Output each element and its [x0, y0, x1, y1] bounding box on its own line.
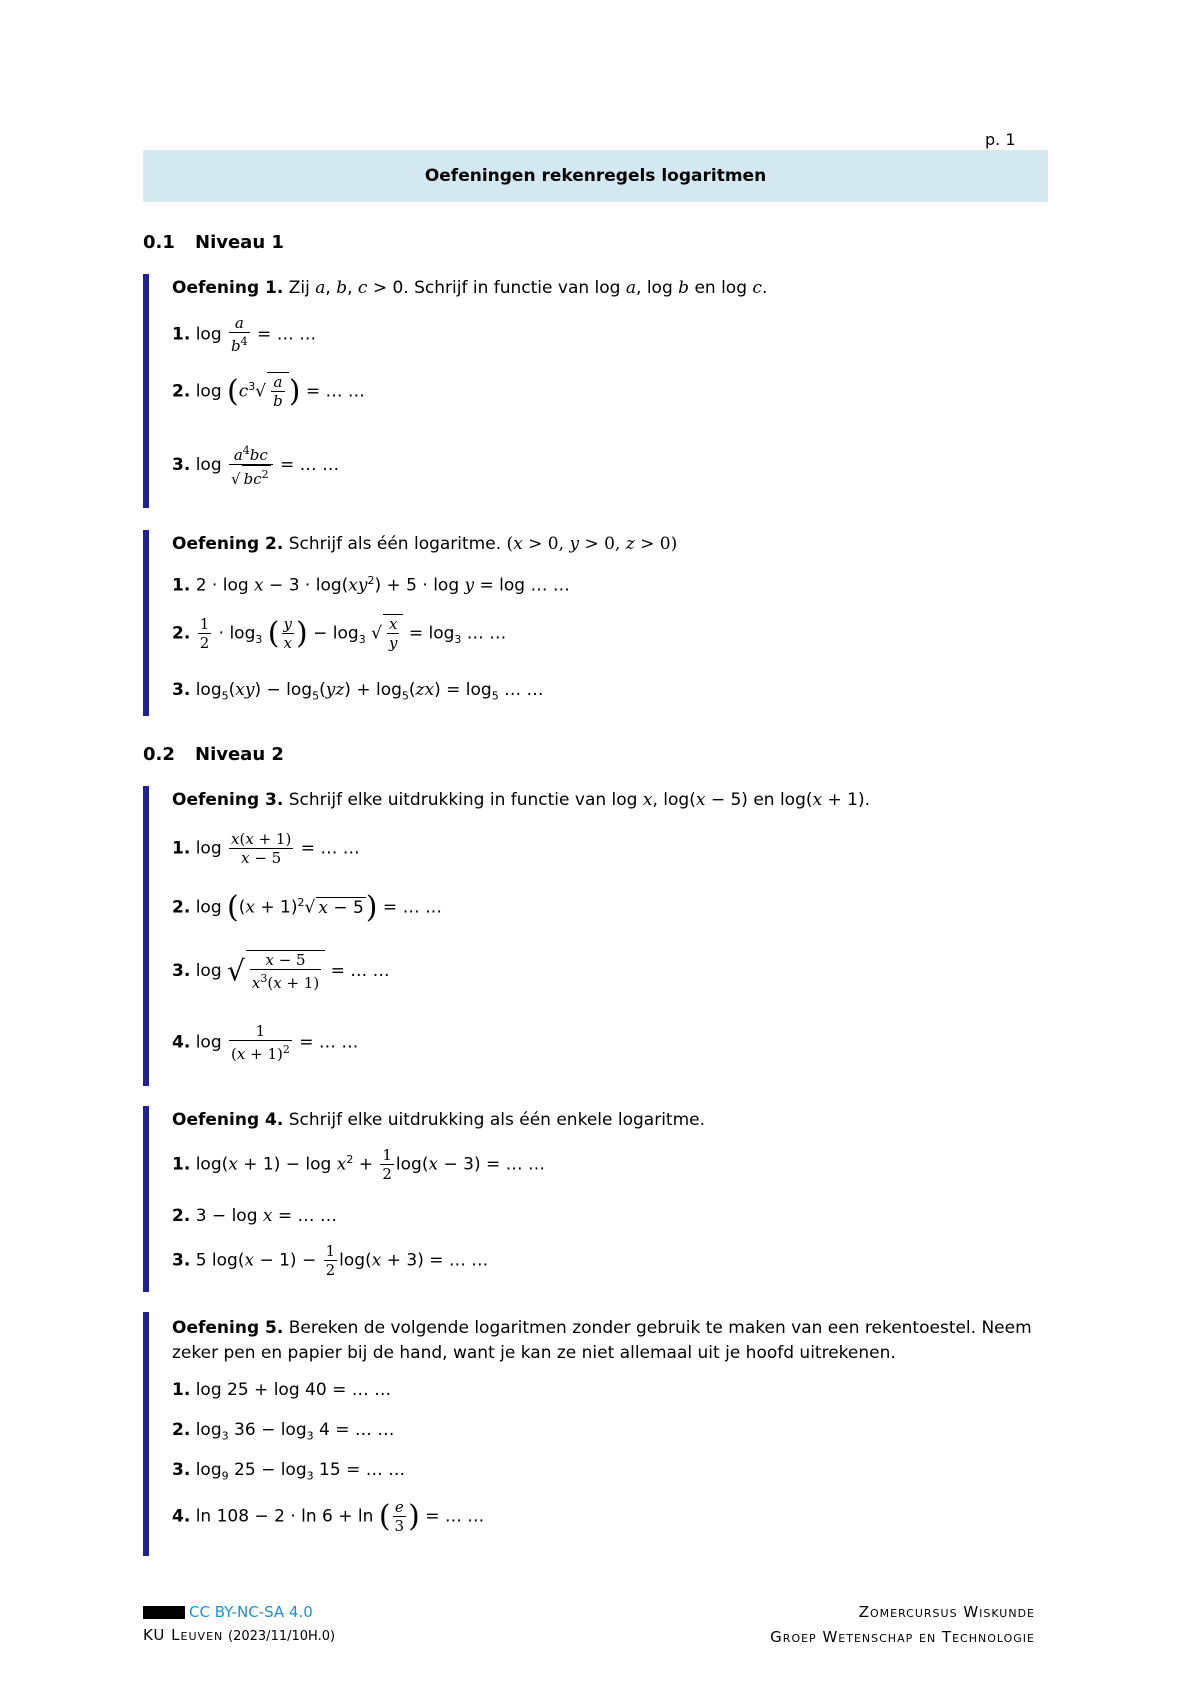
exercise-2-statement: Oefening 2. Schrijf als één logaritme. (x > 0, y > 0, z > 0): [172, 534, 678, 554]
exercise-item: 3. $\log_9 25 - \log_3 15$ = … …: [172, 1460, 406, 1483]
exercise-item: 3. 5 log(x − 1) − $\frac{1}{2}$ log(x + 3) = … …: [172, 1242, 489, 1279]
version: (2023/11/10H.0): [228, 1629, 336, 1644]
exercise-item: 1. log $\frac{x(x + 1)}{x - 5}$ = … …: [172, 830, 360, 867]
title-bar: [143, 150, 1048, 202]
institution: KU Leuven: [143, 1626, 224, 1644]
group-name: Groep Wetenschap en Technologie: [770, 1628, 1035, 1646]
exercise-1-statement: Oefening 1. Zij a, b, c > 0. Schrijf in functie van log a, log b en log c.: [172, 278, 768, 298]
exercise-label: Oefening 1.: [172, 278, 284, 298]
exercise-3-statement: Oefening 3. Schrijf elke uitdrukking in functie van log x, log(x − 5) en log(x + 1).: [172, 790, 871, 810]
exercise-item: 1. $\log(x + 1) - \log x^2$ + $\frac{1}{2}$ log(x − 3) = … …: [172, 1146, 546, 1183]
exercise-item: 3. log $\frac{a^4bc}{√ bc^2}$ = … …: [172, 444, 340, 488]
exercise-5-statement: Oefening 5. Bereken de volgende logaritmen zonder gebruik te maken van een rekentoestel. Neem zeker pen en papier bij de hand, want je kan ze niet allemaal uit je hoofd uitrekenen.: [172, 1318, 1032, 1363]
exercise-item: 4. ln 108 − 2 · ln 6 + ln ( $\frac{e}{3}$ ) = … …: [172, 1498, 485, 1535]
exercise-item: 2. $\log ((x + 1)^2√$ x − 5) = … …: [172, 890, 442, 925]
section-title: Niveau 1: [195, 232, 284, 253]
exercise-item: 2. $\frac{1}{2}$ · $\log_3$ ( $\frac{y}{x}$ ) − $\log_3$ √ $\frac{x}{y}$ = $\log_3$ … …: [172, 615, 507, 652]
exercise-item: 1. log $\frac{a}{b^4}$ = … …: [172, 314, 317, 355]
exercise-item: 3. log √ $\frac{x - 5}{x^3(x + 1)}$ = … …: [172, 951, 390, 992]
exercise-item: 2. $\log_3 36 - \log_3 4$ = … …: [172, 1420, 395, 1443]
course-name: Zomercursus Wiskunde: [858, 1603, 1035, 1621]
exercise-3: [143, 786, 1049, 1086]
section-heading: [143, 744, 284, 765]
institution-line: [143, 1626, 335, 1644]
exercise-4-statement: Oefening 4. Schrijf elke uitdrukking als één enkele logaritme.: [172, 1110, 706, 1130]
license-link[interactable]: CC BY-NC-SA 4.0: [189, 1603, 313, 1621]
section-title: Niveau 2: [195, 744, 284, 765]
section-number: 0.2: [143, 744, 175, 765]
cc-license-icon: [143, 1606, 185, 1619]
exercise-item: 3. $\log_5(xy) - \log_5(yz) + \log_5(zx) = \log_5$ … …: [172, 680, 544, 703]
exercise-1: [143, 274, 1049, 508]
exercise-5: [143, 1312, 1049, 1556]
exercise-item: 4. log $\frac{1}{(x + 1)^2}$ = … …: [172, 1022, 359, 1063]
exercise-item: 1. $2 \cdot \log x - 3 \cdot \log(xy^2) + 5 \cdot \log y = \log$ … …: [172, 574, 570, 596]
exercise-2: [143, 530, 1049, 716]
exercise-4: [143, 1106, 1049, 1292]
page-number: p. 1: [985, 130, 1016, 149]
section-heading: [143, 232, 284, 253]
exercise-item: 2. $\log (c^3√$ $\frac{a}{b}$ ) = … …: [172, 373, 365, 410]
exercise-item: 2. 3 − log x = … …: [172, 1206, 337, 1226]
section-number: 0.1: [143, 232, 175, 253]
license: [143, 1603, 313, 1621]
exercise-intro: Schrijf in functie van: [414, 278, 590, 298]
exercise-item: 1. log 25 + log 40 = … …: [172, 1380, 392, 1400]
page-title: Oefeningen rekenregels logaritmen: [424, 166, 767, 186]
